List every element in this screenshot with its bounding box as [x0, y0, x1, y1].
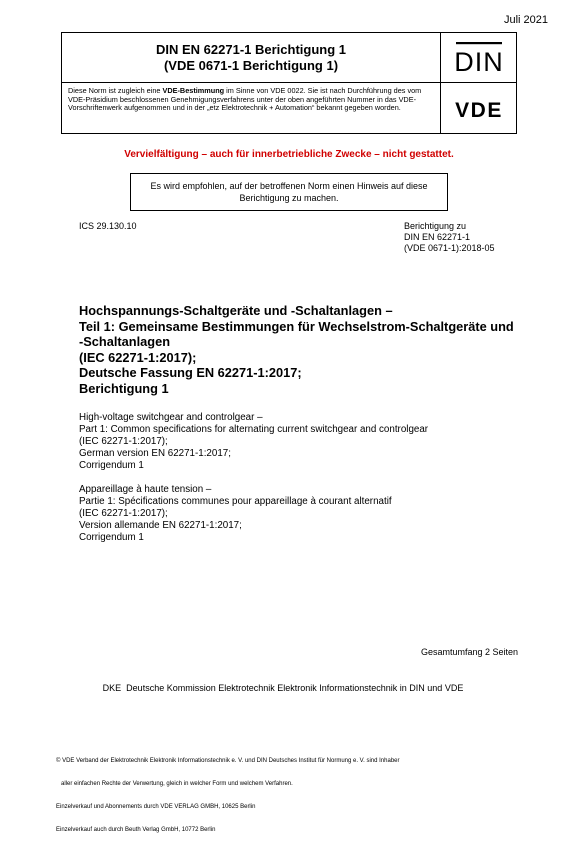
ics-code: ICS 29.130.10: [79, 221, 137, 231]
vde-logo: [441, 83, 517, 134]
header-box: [61, 32, 517, 134]
hint-text: Es wird empfohlen, auf der betroffenen Norm einen Hinweis auf diese Berichtigung zu machen.: [150, 181, 428, 203]
publication-date: Juli 2021: [503, 14, 548, 26]
copy-warning: Vervielfältigung – auch für innerbetriebliche Zwecke – nicht gestattet.: [124, 149, 454, 160]
title-line-2: (VDE 0671-1 Berichtigung 1): [163, 57, 339, 73]
din-logo-icon: [454, 41, 504, 75]
correction-reference: Berichtigung zu DIN EN 62271-1 (VDE 0671-1):2018-05: [404, 221, 495, 253]
svg-text:DIN: DIN: [454, 46, 504, 75]
vde-info-text: Diese Norm ist zugleich eine VDE-Bestimmung im Sinne von VDE 0022. Sie ist nach Durchführung des vom VDE-Präsidium beschlossenen Genehmigungsverfahrens unter der oben angeführten Nummer in das VDE-Vorschriftenwerk aufgenommen und in der „etz Elektrotechnik + Automation“ bekannt gegeben worden.: [62, 83, 441, 134]
dke-line: DKE Deutsche Kommission Elektrotechnik Elektronik Informationstechnik in DIN und VDE: [102, 683, 464, 693]
vde-logo-icon: [447, 98, 511, 120]
copyright-footer: © VDE Verband der Elektrotechnik Elektronik Informationstechnik e. V. und DIN Deutsches Institut für Normung e. V. sind Inhaber aller einfachen Rechte der Verwertung, gleich in welcher Form und welchem Verfahren. Einzelverkauf und Abonnements durch VDE VERLAG GMBH, 10625 Berlin Einzelverkauf auch durch Beuth Verlag GmbH, 10772 Berlin: [56, 758, 400, 833]
page-count: Gesamtumfang 2 Seiten: [420, 647, 518, 657]
svg-text:VDE: VDE: [455, 98, 503, 120]
document-title: [62, 33, 441, 83]
hint-box: [130, 173, 448, 211]
din-logo: [441, 33, 517, 83]
title-english: High-voltage switchgear and controlgear – Part 1: Common specifications for alternating current switchgear and controlgear (IEC 62271-1:2017); German version EN 62271-1:2017; Corrigendum 1: [79, 412, 429, 471]
title-german: Hochspannungs-Schaltgeräte und -Schaltanlagen – Teil 1: Gemeinsame Bestimmungen für Wechselstrom-Schaltgeräte und -Schaltanlagen (IEC 62271-1:2017); Deutsche Fassung EN 62271-1:2017; Berichtigung 1: [79, 303, 514, 396]
title-french: Appareillage à haute tension – Partie 1: Spécifications communes pour appareillage à courant alternatif (IEC 62271-1:2017); Version allemande EN 62271-1:2017; Corrigendum 1: [79, 484, 392, 543]
title-line-1: DIN EN 62271-1 Berichtigung 1: [156, 41, 346, 57]
